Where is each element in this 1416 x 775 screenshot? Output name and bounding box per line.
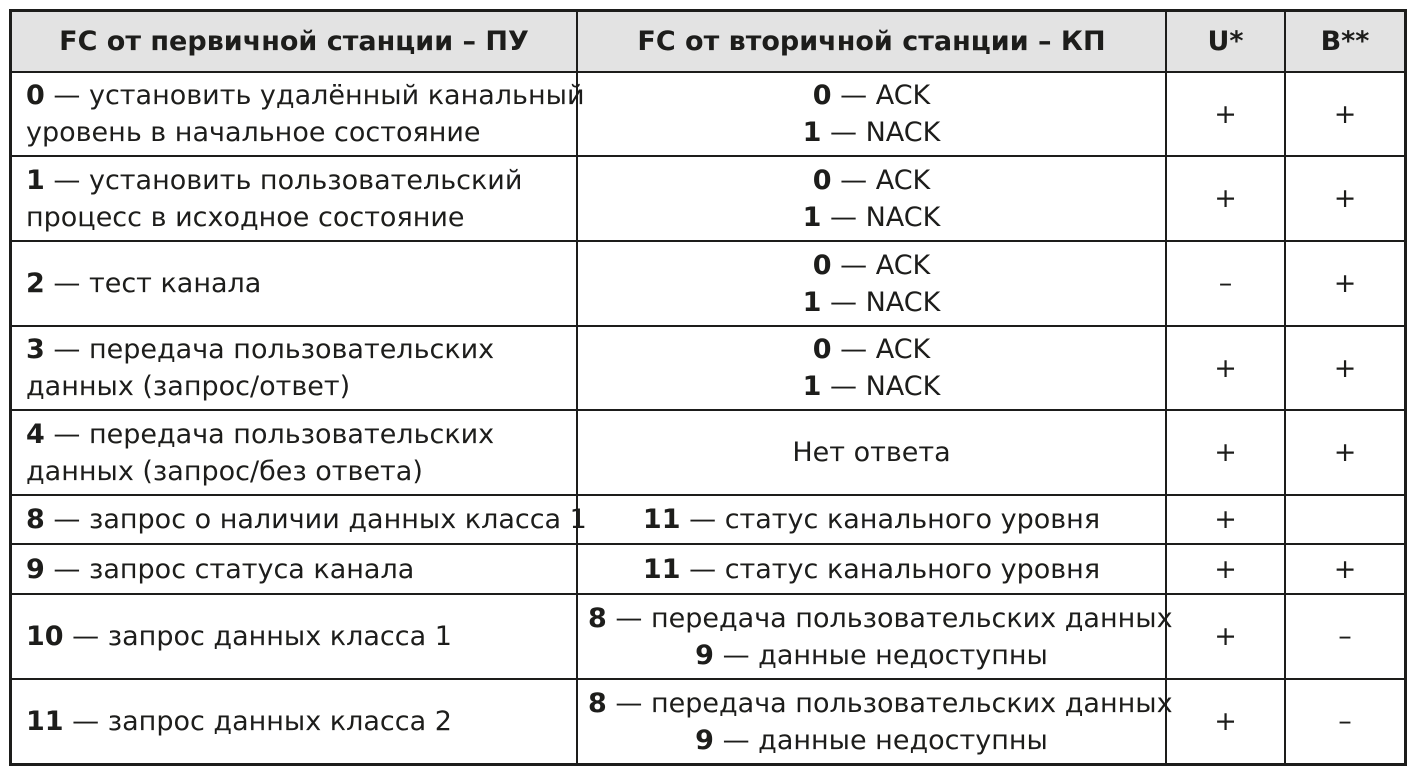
table-row xyxy=(12,679,1404,763)
primary-fc-cell xyxy=(12,156,577,241)
response-line xyxy=(588,600,1173,637)
u-mark-cell: + xyxy=(1166,594,1285,679)
response-line xyxy=(588,331,1155,368)
response-text: статус канального уровня xyxy=(724,504,1101,535)
response-number: 9 xyxy=(695,724,714,756)
primary-fc-cell xyxy=(12,72,585,156)
response-line xyxy=(588,637,1155,674)
response-line xyxy=(588,77,1155,114)
fc-description: запрос данных класса 1 xyxy=(107,621,452,652)
b-mark-cell: + xyxy=(1285,326,1404,410)
u-mark-cell: + xyxy=(1166,544,1285,594)
b-mark-cell: + xyxy=(1285,544,1404,594)
primary-fc-line xyxy=(26,501,587,538)
secondary-fc-cell xyxy=(577,495,1166,544)
response-text: NACK xyxy=(865,371,941,402)
dash: — xyxy=(53,553,81,585)
primary-fc-line xyxy=(26,368,566,405)
primary-fc-line xyxy=(26,162,566,199)
dash: — xyxy=(840,249,868,281)
dash: — xyxy=(53,80,81,111)
response-line xyxy=(588,284,1155,321)
response-number: 0 xyxy=(812,334,832,365)
table-row xyxy=(12,410,1404,495)
fc-number: 8 xyxy=(26,504,45,535)
primary-fc-cell xyxy=(12,544,577,594)
dash: — xyxy=(615,602,643,634)
fc-description: передача пользовательских xyxy=(88,418,495,450)
fc-description: установить удалённый канальный xyxy=(88,80,585,111)
fc-description: установить пользовательский xyxy=(88,164,523,196)
response-text: данные недоступны xyxy=(758,639,1048,671)
b-mark-cell xyxy=(1285,495,1404,544)
table-row xyxy=(12,156,1404,241)
response-line xyxy=(588,551,1155,588)
response-line xyxy=(588,722,1155,759)
dash: — xyxy=(840,80,868,111)
response-number: 1 xyxy=(802,201,822,233)
response-number: 11 xyxy=(642,553,681,585)
primary-fc-cell xyxy=(12,594,577,679)
fc-description: тест канала xyxy=(88,268,262,299)
fc-number: 11 xyxy=(26,706,64,737)
primary-fc-line xyxy=(26,453,566,490)
secondary-fc-cell xyxy=(577,679,1173,763)
response-number: 0 xyxy=(812,164,832,196)
response-line xyxy=(588,247,1155,284)
secondary-fc-cell xyxy=(577,594,1173,679)
response-text: ACK xyxy=(875,164,931,196)
response-number: 1 xyxy=(802,117,822,148)
b-mark-cell: – xyxy=(1285,679,1404,763)
dash: — xyxy=(72,706,100,737)
u-mark-cell: + xyxy=(1166,679,1285,763)
dash: — xyxy=(689,553,717,585)
u-mark-cell: + xyxy=(1166,495,1285,544)
u-mark-cell: + xyxy=(1166,410,1285,495)
dash: — xyxy=(53,334,81,365)
primary-fc-line xyxy=(26,331,566,368)
secondary-fc-cell xyxy=(577,156,1166,241)
response-line xyxy=(588,114,1155,151)
response-number: 1 xyxy=(802,286,822,318)
u-mark-cell: + xyxy=(1166,72,1285,156)
fc-description: запрос о наличии данных класса 1 xyxy=(88,504,587,535)
primary-fc-cell xyxy=(12,326,577,410)
fc-description: данных (запрос/без ответа) xyxy=(26,455,423,487)
dash: — xyxy=(72,621,100,652)
fc-number: 3 xyxy=(26,334,45,365)
response-text: NACK xyxy=(865,201,941,233)
function-code-table xyxy=(12,12,1404,763)
b-mark-cell: – xyxy=(1285,594,1404,679)
fc-description: запрос данных класса 2 xyxy=(107,706,452,737)
response-text: данные недоступны xyxy=(758,724,1048,756)
primary-fc-line xyxy=(26,199,566,236)
b-mark-cell: + xyxy=(1285,241,1404,326)
secondary-fc-cell xyxy=(577,544,1166,594)
response-number: 1 xyxy=(802,371,822,402)
fc-number: 4 xyxy=(26,418,45,450)
dash: — xyxy=(722,639,750,671)
table-body xyxy=(12,72,1404,763)
response-text: ACK xyxy=(875,249,931,281)
dash: — xyxy=(53,418,81,450)
dash: — xyxy=(830,286,858,318)
response-number: 8 xyxy=(588,687,607,719)
b-mark-cell: + xyxy=(1285,410,1404,495)
primary-fc-cell xyxy=(12,241,577,326)
response-number: 9 xyxy=(695,639,714,671)
b-mark-cell: + xyxy=(1285,72,1404,156)
response-line xyxy=(588,199,1155,236)
primary-fc-cell xyxy=(12,679,577,763)
fc-number: 10 xyxy=(26,621,64,652)
fc-description: процесс в исходное состояние xyxy=(26,201,465,233)
primary-fc-line xyxy=(26,416,566,453)
dash: — xyxy=(830,371,858,402)
secondary-fc-cell xyxy=(577,241,1166,326)
primary-fc-line xyxy=(26,265,566,302)
primary-fc-line xyxy=(26,618,566,655)
secondary-fc-cell xyxy=(577,72,1166,156)
fc-number: 0 xyxy=(26,80,45,111)
dash: — xyxy=(53,504,81,535)
response-number: 11 xyxy=(642,504,681,535)
response-number: 0 xyxy=(812,80,832,111)
table-row xyxy=(12,326,1404,410)
header-u: U* xyxy=(1166,12,1285,72)
dash: — xyxy=(615,687,643,719)
response-line xyxy=(588,368,1155,405)
response-text: ACK xyxy=(875,80,931,111)
primary-fc-line xyxy=(26,551,566,588)
response-text: NACK xyxy=(865,117,941,148)
b-mark-cell: + xyxy=(1285,156,1404,241)
response-text: NACK xyxy=(865,286,941,318)
secondary-fc-cell xyxy=(577,326,1166,410)
response-text: ACK xyxy=(875,334,931,365)
dash: — xyxy=(840,164,868,196)
fc-description: уровень в начальное состояние xyxy=(26,117,481,148)
fc-description: данных (запрос/ответ) xyxy=(26,371,351,402)
dash: — xyxy=(830,117,858,148)
secondary-fc-cell xyxy=(577,410,1166,495)
response-line xyxy=(588,501,1155,538)
response-line xyxy=(588,162,1155,199)
fc-description: передача пользовательских xyxy=(88,334,495,365)
fc-number: 2 xyxy=(26,268,45,299)
fc-table-frame xyxy=(9,9,1407,766)
response-text: Нет ответа xyxy=(792,437,951,468)
header-secondary: FC от вторичной станции – КП xyxy=(577,12,1166,72)
response-text: передача пользовательских данных xyxy=(650,602,1173,634)
fc-number: 1 xyxy=(26,164,45,196)
fc-description: запрос статуса канала xyxy=(88,553,415,585)
dash: — xyxy=(53,268,81,299)
response-number: 8 xyxy=(588,602,607,634)
primary-fc-line xyxy=(26,703,566,740)
primary-fc-cell xyxy=(12,410,577,495)
response-text: передача пользовательских данных xyxy=(650,687,1173,719)
header-row xyxy=(12,12,1404,72)
u-mark-cell: + xyxy=(1166,326,1285,410)
primary-fc-cell xyxy=(12,495,587,544)
dash: — xyxy=(840,334,868,365)
primary-fc-line xyxy=(26,77,585,114)
table-row xyxy=(12,495,1404,544)
primary-fc-line xyxy=(26,114,566,151)
dash: — xyxy=(830,201,858,233)
dash: — xyxy=(53,164,81,196)
dash: — xyxy=(722,724,750,756)
response-line xyxy=(588,685,1173,722)
header-b: B** xyxy=(1285,12,1404,72)
response-text: статус канального уровня xyxy=(724,553,1101,585)
u-mark-cell: – xyxy=(1166,241,1285,326)
dash: — xyxy=(689,504,717,535)
u-mark-cell: + xyxy=(1166,156,1285,241)
table-row xyxy=(12,594,1404,679)
table-row xyxy=(12,72,1404,156)
header-primary: FC от первичной станции – ПУ xyxy=(12,12,577,72)
response-number: 0 xyxy=(812,249,832,281)
table-row xyxy=(12,544,1404,594)
fc-number: 9 xyxy=(26,553,45,585)
table-row xyxy=(12,241,1404,326)
